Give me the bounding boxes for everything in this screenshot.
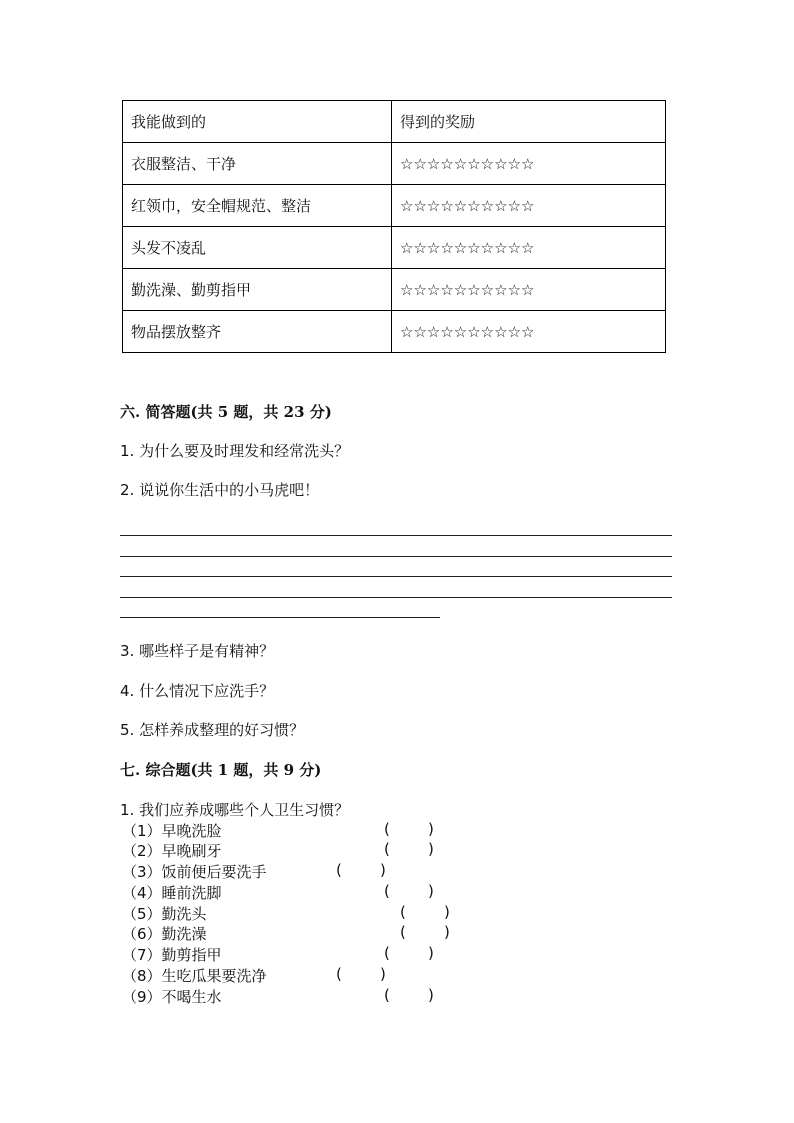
item-cell: 头发不凌乱 bbox=[123, 227, 392, 269]
habit-option: （2）早晚刷牙 bbox=[122, 842, 222, 860]
answer-paren[interactable]: ( ) bbox=[336, 965, 386, 983]
item-cell: 勤洗澡、勤剪指甲 bbox=[123, 269, 392, 311]
habit-option: （1）早晚洗脸 bbox=[122, 822, 222, 840]
question-6-3: 3. 哪些样子是有精神？ bbox=[120, 642, 275, 660]
item-cell: 物品摆放整齐 bbox=[123, 311, 392, 353]
table-row bbox=[123, 269, 666, 311]
question-6-5: 5. 怎样养成整理的好习惯？ bbox=[120, 721, 305, 739]
answer-paren[interactable]: ( ) bbox=[400, 923, 450, 941]
habit-option: （5）勤洗头 bbox=[122, 905, 207, 923]
habit-option: （3）饭前便后要洗手 bbox=[122, 863, 267, 881]
reward-stars-cell[interactable]: ☆☆☆☆☆☆☆☆☆☆ bbox=[392, 227, 666, 269]
answer-line[interactable] bbox=[120, 535, 672, 536]
habit-option: （6）勤洗澡 bbox=[122, 925, 207, 943]
habit-option: （9）不喝生水 bbox=[122, 988, 222, 1006]
item-cell: 衣服整洁、干净 bbox=[123, 143, 392, 185]
habit-option: （7）勤剪指甲 bbox=[122, 946, 222, 964]
header-cell-reward: 得到的奖励 bbox=[392, 101, 666, 143]
table-header-row bbox=[123, 101, 666, 143]
answer-paren[interactable]: ( ) bbox=[336, 861, 386, 879]
answer-line[interactable] bbox=[120, 556, 672, 557]
answer-line[interactable] bbox=[120, 617, 440, 618]
item-cell: 红领巾，安全帽规范、整洁 bbox=[123, 185, 392, 227]
reward-stars-cell[interactable]: ☆☆☆☆☆☆☆☆☆☆ bbox=[392, 269, 666, 311]
table-row bbox=[123, 185, 666, 227]
reward-stars-cell[interactable]: ☆☆☆☆☆☆☆☆☆☆ bbox=[392, 185, 666, 227]
answer-paren[interactable]: ( ) bbox=[384, 820, 434, 838]
habit-option: （8）生吃瓜果要洗净 bbox=[122, 967, 267, 985]
table-row bbox=[123, 311, 666, 353]
question-6-1: 1. 为什么要及时理发和经常洗头？ bbox=[120, 442, 350, 460]
answer-paren[interactable]: ( ) bbox=[384, 882, 434, 900]
section-7-title: 七. 综合题(共 1 题，共 9 分) bbox=[120, 761, 322, 779]
answer-line[interactable] bbox=[120, 576, 672, 577]
answer-paren[interactable]: ( ) bbox=[400, 903, 450, 921]
reward-stars-cell[interactable]: ☆☆☆☆☆☆☆☆☆☆ bbox=[392, 143, 666, 185]
table-row bbox=[123, 227, 666, 269]
question-7-1: 1. 我们应养成哪些个人卫生习惯？ bbox=[120, 801, 350, 819]
header-cell-can-do: 我能做到的 bbox=[123, 101, 392, 143]
habit-option: （4）睡前洗脚 bbox=[122, 884, 222, 902]
section-6-title: 六. 简答题(共 5 题，共 23 分) bbox=[120, 403, 332, 421]
answer-line[interactable] bbox=[120, 597, 672, 598]
question-6-2: 2. 说说你生活中的小马虎吧！ bbox=[120, 481, 320, 499]
answer-paren[interactable]: ( ) bbox=[384, 944, 434, 962]
question-6-4: 4. 什么情况下应洗手？ bbox=[120, 682, 275, 700]
reward-stars-cell[interactable]: ☆☆☆☆☆☆☆☆☆☆ bbox=[392, 311, 666, 353]
table-row bbox=[123, 143, 666, 185]
answer-paren[interactable]: ( ) bbox=[384, 840, 434, 858]
answer-paren[interactable]: ( ) bbox=[384, 986, 434, 1004]
reward-table bbox=[122, 100, 666, 353]
